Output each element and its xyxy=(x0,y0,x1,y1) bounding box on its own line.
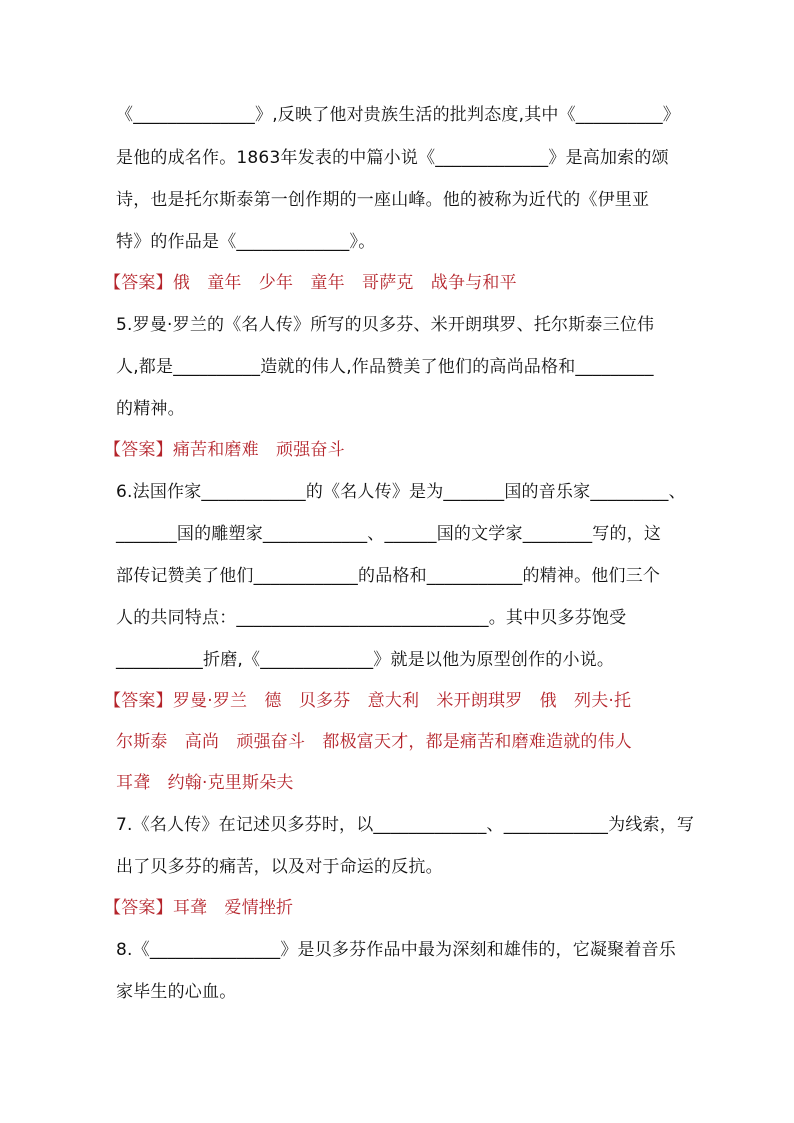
q8-line-1: 8.《_______________》是贝多芬作品中最为深刻和雄伟的，它凝聚着音乐 xyxy=(116,940,676,960)
q8-line-2: 家毕生的心血。 xyxy=(116,982,237,1002)
q6-line-5: __________折磨,《_____________》就是以他为原型创作的小说。 xyxy=(116,650,615,670)
q4-answer xyxy=(104,272,517,294)
answer-label: 【答案】 xyxy=(104,898,173,918)
q5-line-1: 5.罗曼·罗兰的《名人传》所写的贝多芬、米开朗琪罗、托尔斯泰三位伟 xyxy=(116,315,655,335)
q4-line-3: 诗，也是托尔斯泰第一创作期的一座山峰。他的被称为近代的《伊里亚 xyxy=(116,190,650,210)
q5-line-2: 人,都是__________造就的伟人,作品赞美了他们的高尚品格和_________ xyxy=(116,357,654,377)
q6-line-4: 人的共同特点：_____________________________。其中贝多芬饱受 xyxy=(116,608,627,628)
answer-label: 【答案】 xyxy=(104,273,173,293)
q7-answer xyxy=(104,897,293,919)
q6-line-1: 6.法国作家____________的《名人传》是为_______国的音乐家_________、 xyxy=(116,482,686,502)
q4-line-2: 是他的成名作。1863年发表的中篇小说《_____________》是高加索的颂 xyxy=(116,148,669,168)
q4-line-4: 特》的作品是《_____________》。 xyxy=(116,232,376,252)
q7-line-1: 7.《名人传》在记述贝多芬时，以_____________、____________为线索，写 xyxy=(116,815,695,835)
q5-line-3: 的精神。 xyxy=(116,399,185,419)
q6-answer-line-1 xyxy=(104,690,631,712)
q6-line-2: _______国的雕塑家____________、______国的文学家________写的，这 xyxy=(116,524,662,544)
q5-answer xyxy=(104,439,345,461)
q6-answer-line-2: 尔斯泰 高尚 顽强奋斗 都极富天才，都是痛苦和磨难造就的伟人 xyxy=(116,732,632,752)
q7-line-2: 出了贝多芬的痛苦，以及对于命运的反抗。 xyxy=(116,857,443,877)
q6-answer-line-3: 耳聋 约翰·克里斯朵夫 xyxy=(116,773,294,793)
answer-text: 痛苦和磨难 顽强奋斗 xyxy=(172,440,345,460)
answer-text: 俄 童年 少年 童年 哥萨克 战争与和平 xyxy=(172,273,517,293)
answer-text: 耳聋 爱情挫折 xyxy=(172,898,294,918)
q6-line-3: 部传记赞美了他们____________的品格和___________的精神。他们三个 xyxy=(116,566,661,586)
answer-label: 【答案】 xyxy=(104,691,173,711)
answer-text: 罗曼·罗兰 德 贝多芬 意大利 米开朗琪罗 俄 列夫·托 xyxy=(172,691,632,711)
answer-label: 【答案】 xyxy=(104,440,173,460)
q4-line-1: 《______________》,反映了他对贵族生活的批判态度,其中《__________》 xyxy=(116,105,681,125)
